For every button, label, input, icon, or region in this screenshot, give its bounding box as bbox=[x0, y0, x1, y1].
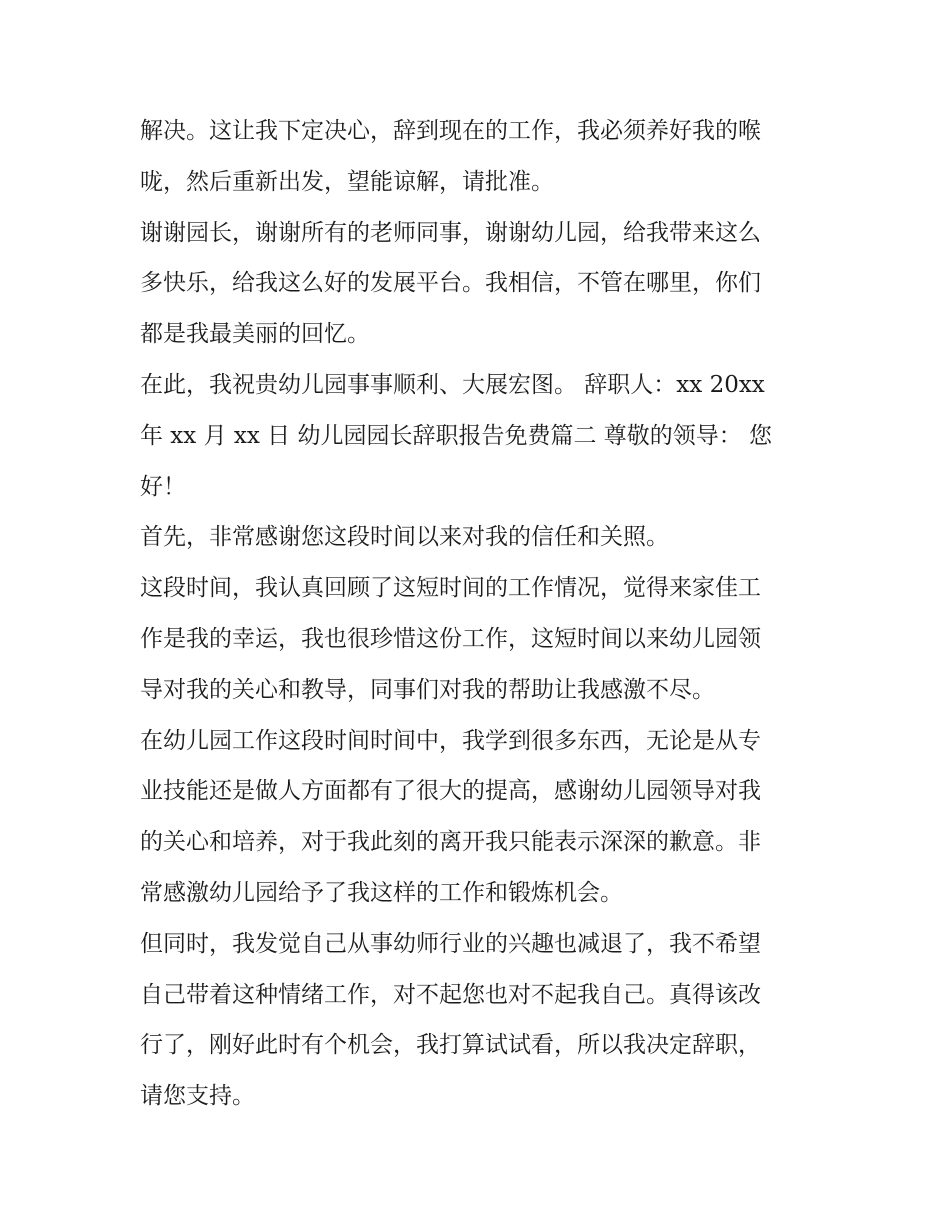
text-line: 业技能还是做人方面都有了很大的提高，感谢幼儿园领导对我 bbox=[140, 778, 761, 805]
text-line: 在幼儿园工作这段时间时间中，我学到很多东西，无论是从专 bbox=[140, 727, 761, 754]
text-line: 都是我最美丽的回忆。 bbox=[140, 321, 370, 348]
text-line: 解决。这让我下定决心，辞到现在的工作，我必须养好我的喉 bbox=[140, 118, 761, 144]
text-line: 的关心和培养，对于我此刻的离开我只能表示深深的歉意。非 bbox=[140, 829, 761, 856]
text-line: 自己带着这种情绪工作，对不起您也对不起我自己。真得该改 bbox=[140, 981, 761, 1008]
text-line: 咙，然后重新出发，望能谅解，请批准。 bbox=[140, 168, 554, 195]
text-line: 年 xx 月 xx 日 幼儿园园长辞职报告免费篇二 尊敬的领导： 您 bbox=[140, 422, 773, 449]
text-line: 导对我的关心和教导，同事们对我的帮助让我感激不尽。 bbox=[140, 676, 715, 703]
text-line: 谢谢园长，谢谢所有的老师同事，谢谢幼儿园，给我带来这么 bbox=[140, 219, 761, 246]
paragraph-2 bbox=[140, 208, 816, 360]
text-line: 首先，非常感谢您这段时间以来对我的信任和关照。 bbox=[140, 524, 669, 551]
text-line: 好！ bbox=[140, 473, 186, 500]
text-line: 在此，我祝贵幼儿园事事顺利、大展宏图。 辞职人：xx 20xx bbox=[140, 371, 765, 398]
paragraph-4 bbox=[140, 512, 816, 563]
text-line: 多快乐，给我这么好的发展平台。我相信，不管在哪里，你们 bbox=[140, 270, 761, 297]
paragraph-3 bbox=[140, 360, 816, 512]
text-line: 常感激幼儿园给予了我这样的工作和锻炼机会。 bbox=[140, 879, 623, 906]
text-line: 但同时，我发觉自己从事幼师行业的兴趣也减退了，我不希望 bbox=[140, 930, 761, 957]
text-line: 行了，刚好此时有个机会，我打算试试看，所以我决定辞职， bbox=[140, 1032, 761, 1059]
paragraph-7 bbox=[140, 919, 816, 1122]
text-line: 请您支持。 bbox=[140, 1083, 255, 1110]
paragraph-1 bbox=[140, 106, 816, 208]
paragraph-5 bbox=[140, 563, 816, 715]
paragraph-6 bbox=[140, 716, 816, 919]
text-line: 这段时间，我认真回顾了这短时间的工作情况，觉得来家佳工 bbox=[140, 575, 761, 602]
document-body bbox=[140, 106, 816, 1122]
text-line: 作是我的幸运，我也很珍惜这份工作，这短时间以来幼儿园领 bbox=[140, 625, 761, 652]
